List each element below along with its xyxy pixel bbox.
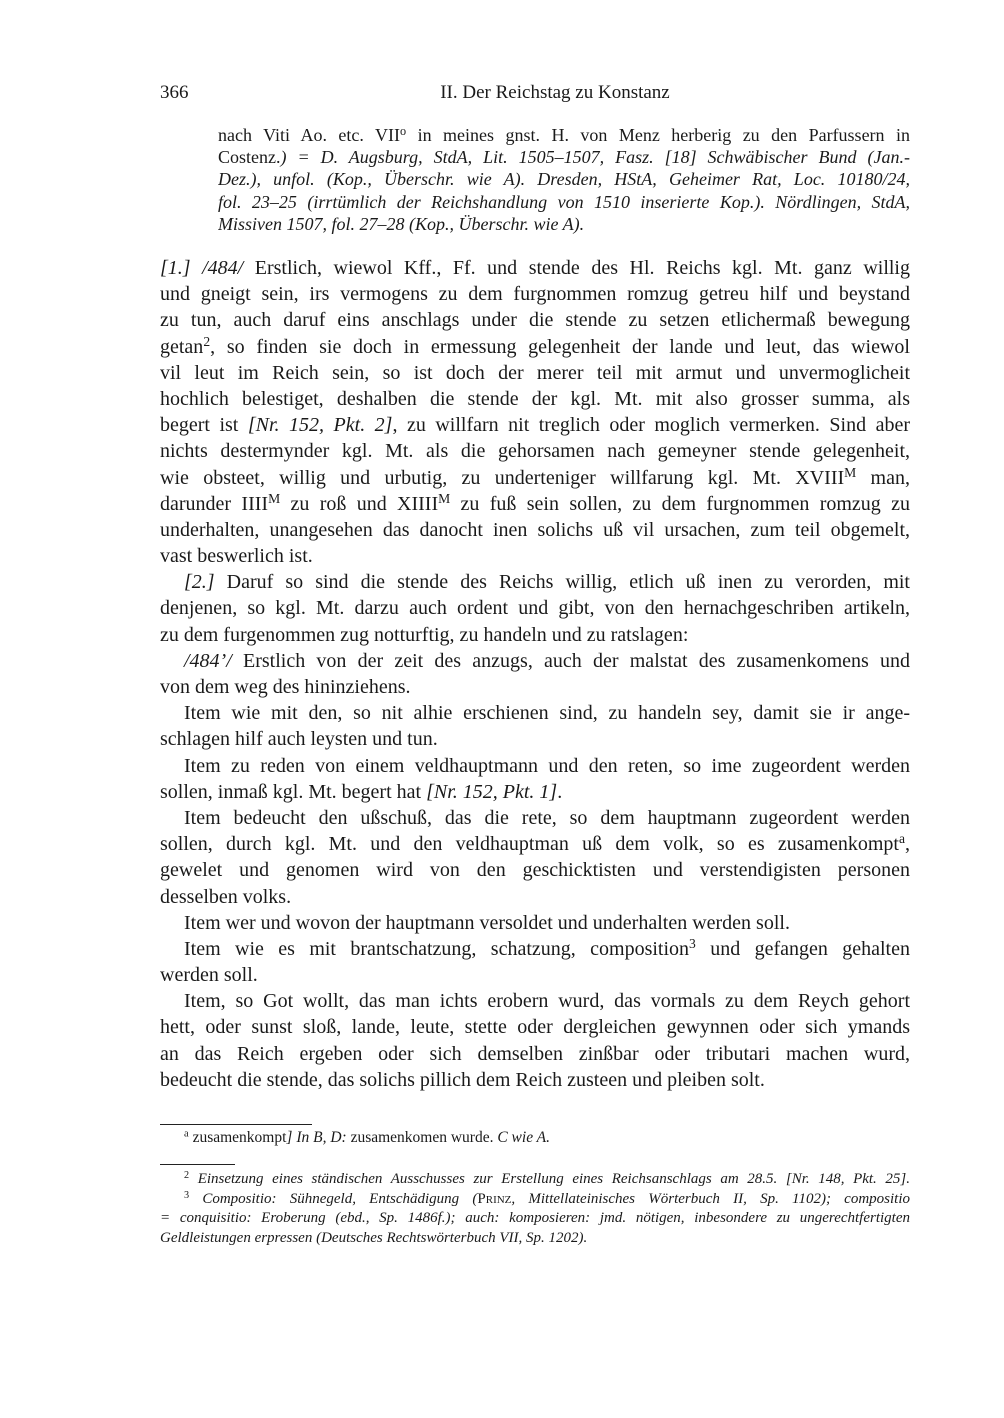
text-segment: gewelet und genomen wird von den geschicktisten und verstendigisten personen: [160, 859, 910, 882]
text-segment: [Nr. 152, Pkt. 2]: [247, 414, 393, 437]
text-segment: , Mittellateinisches Wörterbuch II, Sp. 1102); compositio: [511, 1190, 910, 1207]
body-line: [160, 988, 910, 1014]
text-segment: zu roß und XIIII: [280, 492, 439, 515]
text-segment: sollen, inmaß kgl. Mt. begert hat: [160, 780, 427, 803]
textual-notes-line: [160, 1128, 910, 1148]
text-segment: , so finden sie doch in ermessung gelegenheit der lande und leut, das wiewol: [210, 335, 910, 358]
body-line: [160, 962, 910, 988]
body-line: [160, 674, 910, 700]
text-segment: nichts destermynder kgl. Mt. als die gehorsamen nach gemeyner stende gelegenheit,: [160, 440, 910, 463]
text-segment: darunder IIII: [160, 492, 269, 515]
text-segment: denjenen, so kgl. Mt. darzu auch ordent und gibt, von den hernachgeschriben artikeln,: [160, 597, 910, 620]
superscript: 2: [203, 333, 211, 349]
superscript: 2: [184, 1170, 190, 1181]
body-line: [160, 622, 910, 648]
text-segment: zusamenkompt: [188, 1129, 287, 1146]
text-segment: = conquisitio: Eroberung (ebd., Sp. 1486f.); auch: komposieren: jmd. nötigen, inbesondere zu ungerechtfertigten: [160, 1210, 910, 1227]
text-segment: sollen, durch kgl. Mt. und den veldhauptman uß dem volk, so es zusamenkompt: [160, 833, 899, 856]
body-line: [160, 936, 910, 962]
text-segment: und gefangen gehalten: [695, 937, 910, 960]
superscript: a: [184, 1128, 189, 1140]
body-line: [160, 700, 910, 726]
intro-line: [218, 168, 910, 190]
body-line: [160, 831, 910, 857]
superscript: M: [844, 464, 857, 480]
footnotes-line: [160, 1229, 910, 1249]
page-number: 366: [160, 82, 189, 103]
text-segment: ) = D. Augsburg, StdA, Lit. 1505–1507, Fasz. [18] Schwäbischer Bund (Jan.-: [280, 147, 910, 168]
body-line: [160, 805, 910, 831]
text-segment: Prinz: [477, 1190, 512, 1207]
footnotes-line: [160, 1209, 910, 1229]
text-segment: hett, oder sunst sloß, lande, leute, stette oder dergleichen gewynnen oder sich ymands: [160, 1016, 910, 1039]
body-line: [160, 569, 910, 595]
text-segment: bedeucht die stende, das solichs pillich dem Reich zusteen und pleiben solt.: [160, 1068, 765, 1091]
text-segment: Item wer und wovon der hauptmann versoldet und underhalten werden soll.: [184, 911, 790, 934]
text-segment: man,: [856, 466, 910, 489]
body-line: [160, 307, 910, 333]
text-segment: Erstlich von der zeit des anzugs, auch der malstat des zusamenkomens und: [231, 649, 910, 672]
body-line: [160, 412, 910, 438]
text-segment: werden soll.: [160, 964, 258, 987]
text-segment: Dez.), unfol. (Kop., Überschr. wie A). Dresden, HStA, Geheimer Rat, Loc. 10180/24,: [218, 169, 910, 190]
text-segment: schlagen hilf auch leysten und tun.: [160, 728, 438, 751]
body-line: [160, 281, 910, 307]
superscript: o: [400, 124, 407, 138]
text-segment: Einsetzung eines ständischen Ausschusses zur Erstellung eines Reichsanschlags am 28.5. [Nr. 148, Pkt. 25].: [189, 1171, 910, 1187]
text-segment: Item zu reden von einem veldhauptmann und den reten, so ime zugeordent werden: [184, 754, 910, 777]
body-line: [160, 857, 910, 883]
text-segment: Costenz.: [218, 147, 281, 168]
text-segment: Compositio: Sühnegeld, Entschädigung (: [189, 1190, 478, 1207]
body-line: [160, 1014, 910, 1040]
body-line: [160, 753, 910, 779]
superscript: M: [268, 490, 281, 506]
text-segment: Item, so Got wollt, das man ichts erobern wurd, das vormals zu dem Reych gehort: [184, 990, 910, 1013]
main-text: [160, 255, 910, 1093]
body-line: [160, 726, 910, 752]
text-segment: [1.] /484/: [160, 257, 244, 279]
text-segment: zu fuß sein sollen, zu dem furgnommen romzug zu: [450, 492, 910, 515]
text-segment: in meines gnst. H. von Menz herberig zu den Parfussern in: [406, 125, 910, 145]
text-segment: nach Viti Ao. etc. VII: [218, 125, 401, 145]
text-segment: fol. 23–25 (irrtümlich der Reichshandlung von 1510 inserierte Kop.). Nördlingen, StdA,: [218, 191, 910, 212]
text-segment: von dem weg des hininziehens.: [160, 676, 411, 698]
intro-line: [218, 191, 910, 213]
body-line: [160, 517, 910, 543]
text-segment: an das Reich ergeben oder sich demselben zinßbar oder tributari machen wurd,: [160, 1042, 910, 1065]
body-line: [160, 386, 910, 412]
text-segment: Missiven 1507, fol. 27–28 (Kop., Überschr. wie A).: [218, 213, 585, 234]
text-segment: begert ist: [160, 414, 248, 437]
body-line: [160, 884, 910, 910]
text-segment: zu tun, auch daruf eins anschlags under die stende zu setzen etlichermaß bewegung: [160, 309, 910, 332]
text-segment: Item wie mit den, so nit alhie erschienen sind, zu handeln sey, damit sie ir ange-: [184, 702, 910, 725]
superscript: a: [898, 831, 905, 847]
text-segment: Item bedeucht den ußschuß, das die rete, so dem hauptmann zugeordent werden: [184, 806, 910, 829]
text-segment: /484’/: [184, 649, 232, 672]
intro-line: [218, 146, 910, 168]
body-line: [160, 910, 910, 936]
textual-notes-rule: [160, 1124, 312, 1125]
running-title: II. Der Reichstag zu Konstanz: [440, 82, 670, 103]
body-line: [160, 648, 910, 674]
text-segment: zusamenkomen wurde.: [346, 1129, 498, 1146]
text-segment: wie obsteet, willig und urbutig, zu underteniger willfarung kgl. Mt. XVIII: [160, 466, 845, 489]
text-segment: getan: [160, 335, 204, 358]
text-segment: .: [557, 780, 563, 803]
text-segment: C wie A.: [497, 1129, 551, 1146]
intro-line: [218, 213, 910, 235]
footnotes-rule: [160, 1164, 235, 1165]
body-line: [160, 255, 910, 281]
body-line: [160, 465, 910, 491]
text-segment: desselben volks.: [160, 885, 292, 908]
text-segment: [2.]: [184, 571, 215, 594]
running-header: [160, 82, 910, 108]
superscript: 3: [689, 936, 696, 952]
text-segment: , zu willfarn nit treglich oder moglich vermerken. Sind aber: [392, 414, 910, 437]
superscript: M: [438, 490, 451, 506]
footnotes: [160, 1170, 910, 1248]
text-segment: und gneigt sein, irs vermogens zu dem furgnommen romzug getreu hilf und beystand: [160, 283, 910, 306]
body-line: [160, 360, 910, 386]
body-line: [160, 334, 910, 360]
textual-notes: [160, 1128, 910, 1148]
body-line: [160, 491, 910, 517]
text-segment: Item wie es mit brantschatzung, schatzung, composition: [184, 937, 690, 960]
text-segment: zu dem furgenommen zug notturftig, zu handeln und zu ratslagen:: [160, 623, 689, 646]
body-line: [160, 1041, 910, 1067]
text-segment: ] In B, D:: [286, 1129, 347, 1146]
source-note: [218, 124, 910, 235]
footnotes-line: [160, 1170, 910, 1190]
text-segment: vil leut im Reich sein, so ist doch der merer teil mit armut und unvermoglicheit: [160, 361, 910, 384]
text-segment: vast beswerlich ist.: [160, 545, 313, 568]
text-segment: Daruf so sind die stende des Reichs willig, etlich uß inen zu verorden, mit: [214, 571, 910, 594]
superscript: 3: [184, 1189, 190, 1201]
intro-line: [218, 124, 910, 146]
body-line: [160, 543, 910, 569]
body-line: [160, 779, 910, 805]
text-segment: ,: [905, 833, 910, 856]
footnotes-line: [160, 1190, 910, 1210]
body-line: [160, 595, 910, 621]
body-line: [160, 438, 910, 464]
text-segment: underhalten, unangesehen das danocht inen solichs uß vil ursachen, zum teil obgemelt,: [160, 518, 910, 541]
text-segment: hochlich belestiget, deshalben die stende der kgl. Mt. mit also grosser summa, als: [160, 387, 910, 410]
text-segment: Geldleistungen erpressen (Deutsches Rechtswörterbuch VII, Sp. 1202).: [160, 1229, 588, 1246]
text-segment: Erstlich, wiewol Kff., Ff. und stende des Hl. Reichs kgl. Mt. ganz willig: [243, 257, 910, 279]
text-segment: [Nr. 152, Pkt. 1]: [426, 780, 558, 803]
body-line: [160, 1067, 910, 1093]
